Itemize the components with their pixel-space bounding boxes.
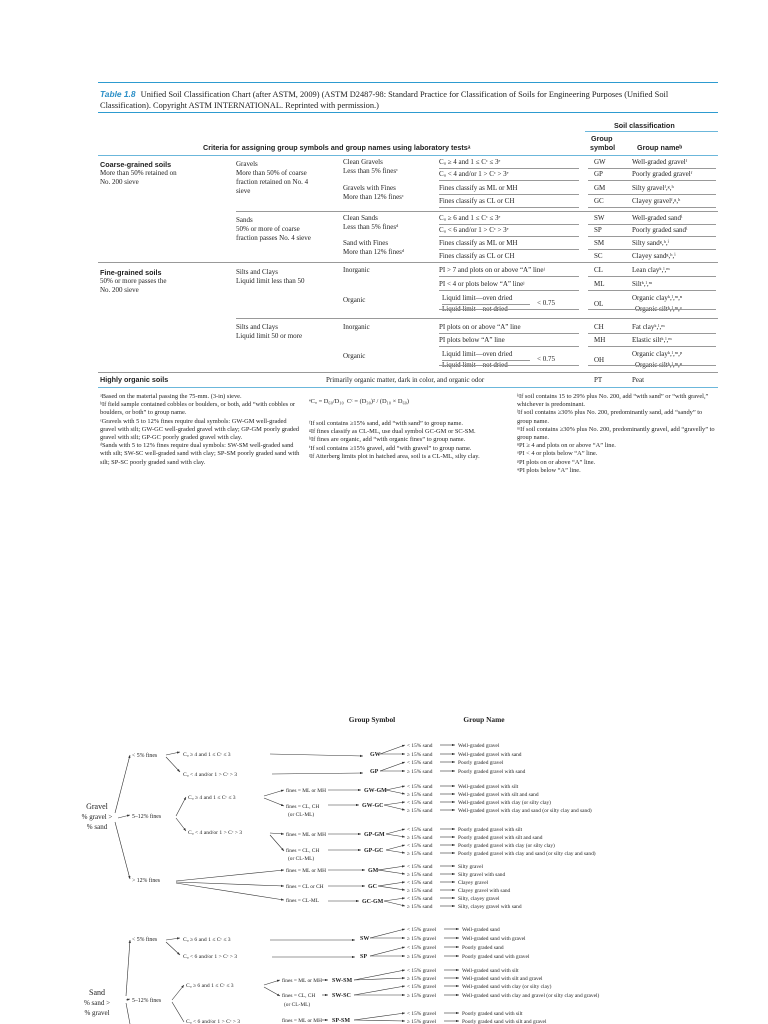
group-name: Silty, clayey gravel (458, 896, 500, 902)
group-name: Poorly graded gravel with silt (458, 827, 523, 833)
flow-connector (126, 999, 130, 1000)
header-group-2: symbol (590, 143, 616, 152)
group-symbol: GC (368, 884, 377, 890)
flow-connector (166, 938, 180, 940)
row-group-name-2: Organic siltᵏ,ˡ,ᵐ,ᵒ (635, 305, 682, 313)
header-group-1: Group (591, 134, 613, 143)
name-condition: ≥ 15% sand (407, 851, 433, 857)
row-group-name: Fat clayᵏ,ˡ,ᵐ (632, 323, 665, 331)
group-name: Well-graded sand with gravel (462, 936, 526, 942)
flow-connector (272, 773, 363, 774)
group-name: Poorly graded sand with silt and gravel (462, 1019, 547, 1024)
col-group-name: Group Name (463, 715, 505, 724)
fines-node: fines = CL-ML (286, 898, 319, 904)
row-test: Cᵤ ≥ 4 and 1 ≤ Cᶜ ≤ 3ᵉ (439, 158, 501, 166)
group-symbol: SW-SC (332, 993, 351, 999)
name-condition: < 15% sand (407, 896, 433, 902)
row-criteria: Inorganic (343, 266, 370, 274)
name-condition: ≥ 15% gravel (407, 936, 437, 942)
flow-connector (264, 790, 284, 796)
subgroup-desc: 50% or more of coarse (236, 225, 300, 233)
row-test: Cᵤ < 4 and/or 1 > Cᶜ > 3ᵉ (439, 170, 509, 178)
flow-connector (172, 1002, 184, 1022)
name-condition: < 15% sand (407, 864, 433, 870)
flow-connector (264, 980, 280, 985)
row-symbol: OH (594, 356, 605, 364)
name-condition: < 15% gravel (407, 984, 437, 990)
name-condition: < 15% gravel (407, 945, 437, 951)
name-condition: ≥ 15% gravel (407, 954, 437, 960)
row-group-name-2: Organic siltᵏ,ˡ,ᵐ,ᵠ (635, 361, 683, 369)
condition-node: Cᵤ < 6 and/or 1 > Cᶜ > 3 (186, 1019, 241, 1024)
flow-connector (386, 786, 405, 790)
row-symbol: GP (594, 170, 603, 178)
flow-connector (264, 987, 280, 996)
row-group-name: Lean clayᵏ,ˡ,ᵐ (632, 266, 670, 274)
fines-node: (or CL-ML) (284, 1002, 311, 1008)
group-name: Well-graded gravel with sand (458, 752, 522, 758)
fines-node: fines = CL or CH (286, 884, 324, 890)
category-desc: No. 200 sieve (100, 286, 139, 294)
row-test: PI plots below “A” line (439, 336, 505, 344)
name-condition: ≥ 15% gravel (407, 976, 437, 982)
row-criteria: Gravels with Fines (343, 184, 396, 192)
group-name: Well-graded sand with clay and gravel (or silty clay and gravel) (462, 993, 600, 999)
row-rule (588, 180, 716, 181)
row-group-name: Well-graded sandⁱ (632, 214, 683, 222)
name-condition: ≥ 15% sand (407, 792, 433, 798)
name-condition: < 15% sand (407, 827, 433, 833)
row-rule (439, 194, 579, 195)
flow-connector (386, 850, 405, 853)
name-condition: < 15% sand (407, 880, 433, 886)
row-symbol: SM (594, 239, 605, 247)
row-symbol: PT (594, 376, 603, 384)
row-test: Cᵤ ≥ 6 and 1 ≤ Cᶜ ≤ 3ᵉ (439, 214, 501, 222)
group-symbol: GW (370, 752, 381, 758)
fines-node: (or CL-ML) (288, 856, 315, 862)
category-desc: More than 50% retained on (100, 169, 177, 177)
row-rule (439, 168, 579, 169)
group-name: Well-graded gravel with clay and sand (or silty clay and sand) (458, 808, 592, 814)
row-criteria: Clean Gravels (343, 158, 383, 166)
row-rule (439, 309, 579, 310)
gravel-root-desc: % gravel > (81, 813, 113, 821)
flow-connector (270, 835, 284, 851)
row-criteria-2: Less than 5% finesᵈ (343, 223, 399, 231)
name-condition: ≥ 15% sand (407, 769, 433, 775)
group-name: Poorly graded sand (462, 945, 504, 951)
row-group-name: Clayey gravelᶠ,ᵍ,ʰ (632, 197, 681, 205)
group-name: Poorly graded gravel with sand (458, 769, 526, 775)
flow-connector (370, 947, 405, 956)
group-name: Well-graded gravel with silt (458, 784, 519, 790)
flow-connector (378, 886, 405, 890)
sand-root-title: Sand (89, 988, 105, 997)
name-condition: < 15% gravel (407, 1011, 437, 1017)
row-symbol: GC (594, 197, 604, 205)
fines-node: fines = ML or MH (282, 1018, 322, 1024)
group-name: Poorly graded gravel with clay and sand (or silty clay and sand) (458, 851, 596, 857)
flow-connector (172, 985, 184, 1000)
header-soil-classification: Soil classification (614, 121, 675, 130)
flow-connector (384, 898, 405, 901)
flow-connector (176, 818, 186, 831)
name-condition: < 15% sand (407, 743, 433, 749)
gravel-root-desc: % sand (86, 823, 108, 831)
category-desc: 50% or more passes the (100, 277, 167, 285)
row-test: Fines classify as CL or CH (439, 252, 515, 260)
row-criteria: Inorganic (343, 323, 370, 331)
group-symbol: GW-GC (362, 803, 384, 809)
section-rule (98, 262, 718, 263)
row-test: Liquid limit—oven dried (442, 294, 513, 302)
category-desc: No. 200 sieve (100, 178, 139, 186)
name-condition: ≥ 15% gravel (407, 993, 437, 999)
condition-node: Cᵤ ≥ 6 and 1 ≤ Cᶜ ≤ 3 (183, 937, 231, 943)
flow-connector (166, 752, 180, 755)
top-rule (98, 82, 718, 83)
row-criteria: Organic (343, 352, 366, 360)
row-symbol: GM (594, 184, 606, 192)
subgroup-desc: More than 50% of coarse (236, 169, 307, 177)
header-criteria: Criteria for assigning group symbols and group names using laboratory testsᵃ (203, 143, 471, 152)
group-name: Clayey gravel with sand (458, 888, 511, 894)
name-condition: < 15% sand (407, 800, 433, 806)
name-condition: < 15% sand (407, 843, 433, 849)
branch-label: 5–12% fines (132, 814, 162, 820)
row-rule (588, 168, 716, 169)
branch (115, 755, 130, 813)
row-rule (588, 249, 716, 250)
group-name: Poorly graded gravel (458, 760, 504, 766)
category-title: Fine-grained soils (100, 268, 162, 277)
row-symbol: CL (594, 266, 603, 274)
flow-connector (354, 1020, 405, 1021)
name-condition: ≥ 15% sand (407, 888, 433, 894)
group-symbol: SW-SM (332, 978, 353, 984)
group-name: Well-graded sand with clay (or silty clay) (462, 984, 552, 990)
row-group-name: Silty gravelᶠ,ᵍ,ʰ (632, 184, 674, 192)
group-name: Clayey gravel (458, 880, 489, 886)
group-symbol: GM (368, 868, 379, 874)
flow-connector (384, 805, 405, 810)
group-name: Silty gravel with sand (458, 872, 506, 878)
fines-node: fines = CL, CH (282, 993, 316, 999)
footnotes-col1: ᵃBased on the material passing the 75-mm. (3-in) sieve. ᵇIf field sample contained cobbles or boulders, or both, add “with cobbles or boulders, or both” to group name. ᶜGravels with 5 to 12% fines require dual symbols: GW-GM well-graded gravel with silt; GW-GC well-graded gravel with clay; GP-GM poorly graded gravel with silt; GP-GC poorly graded gravel with clay. ᵈSands with 5 to 12% fines require dual symbols: SW-SM well-graded sand with silt; SW-SC well-graded sand with clay; SP-SM poorly graded sand with silt; SP-SC poorly graded sand with clay. (100, 393, 300, 466)
row-test: PI < 4 or plots below “A” lineʲ (439, 280, 525, 288)
row-group-name: Peat (632, 376, 645, 384)
section-rule (98, 372, 718, 373)
branch-label: 5–12% fines (132, 998, 162, 1004)
flow-connector (378, 870, 405, 874)
name-condition: < 15% gravel (407, 927, 437, 933)
name-condition: < 15% sand (407, 760, 433, 766)
row-group-name: Organic clayᵏ,ˡ,ᵐ,ⁿ (632, 294, 683, 302)
condition-node: Cᵤ ≥ 4 and 1 ≤ Cᶜ ≤ 3 (183, 752, 231, 758)
category-title: Coarse-grained soils (100, 160, 172, 169)
flow-connector (378, 882, 405, 886)
row-ratio: < 0.75 (537, 299, 555, 307)
row-group-name: Organic clayᵏ,ˡ,ᵐ,ᵖ (632, 350, 683, 358)
row-symbol: OL (594, 300, 604, 308)
flow-connector (270, 754, 363, 756)
subgroup-desc: Silts and Clays (236, 268, 279, 276)
row-criteria: Sand with Fines (343, 239, 389, 247)
branch (115, 822, 130, 879)
flow-connector (166, 942, 180, 955)
row-symbol: MH (594, 336, 606, 344)
flow-connector (354, 1013, 405, 1020)
group-symbol: GP (370, 769, 379, 775)
fines-node: (or CL-ML) (288, 812, 315, 818)
group-name: Poorly graded sand with gravel (462, 954, 530, 960)
subgroup-desc: Silts and Clays (236, 323, 279, 331)
row-symbol: GW (594, 158, 606, 166)
subgroup-desc: fraction retained on No. 4 (236, 178, 309, 186)
row-symbol: SP (594, 226, 602, 234)
row-rule (439, 346, 579, 347)
flow-connector (386, 829, 405, 834)
row-rule (439, 207, 579, 208)
name-condition: < 15% gravel (407, 968, 437, 974)
row-symbol: SC (594, 252, 603, 260)
row-rule (439, 333, 579, 334)
flow-connector (176, 797, 186, 816)
group-name: Silty gravel (458, 864, 484, 870)
name-condition: ≥ 15% sand (407, 872, 433, 878)
row-test-2: Liquid limit—not dried (442, 305, 508, 313)
row-criteria-2: More than 12% finesᶜ (343, 193, 404, 201)
row-rule (588, 236, 716, 237)
fines-node: fines = ML or MH (286, 788, 326, 794)
header-group-name: Group nameᵇ (637, 143, 683, 152)
fines-node: fines = ML or MH (282, 978, 322, 984)
name-condition: ≥ 15% sand (407, 752, 433, 758)
row-group-name: Elastic siltᵏ,ˡ,ᵐ (632, 336, 672, 344)
group-name: Well-graded sand with silt (462, 968, 519, 974)
subgroup-desc: Gravels (236, 160, 258, 168)
footnotes-col2: ᶠIf soil contains ≥15% sand, add “with sand” to group name. ᵍIf fines classify as CL-ML, use dual symbol GC-GM or SC-SM. ʰIf fines are organic, add “with organic fines” to group name. ⁱIf soil contains ≥15% gravel, add “with gravel” to group name. ʲIf Atterberg limits plot in hatched area, soil is a CL-ML, silty clay. (309, 420, 480, 460)
subgroup-desc: Sands (236, 216, 253, 224)
row-rule (588, 346, 716, 347)
flow-connector (386, 834, 405, 837)
row-rule (588, 333, 716, 334)
row-group-name: Well-graded gravelᶠ (632, 158, 688, 166)
group-symbol: GP-GM (364, 832, 385, 838)
flow-connector (370, 929, 405, 938)
row-test-2: Liquid limit—not dried (442, 361, 508, 369)
row-rule (588, 290, 716, 291)
flow-connector (384, 901, 405, 906)
sand-root-desc: % gravel (84, 1009, 110, 1017)
group-symbol: SP (360, 954, 368, 960)
caption-rule (98, 112, 718, 113)
fines-node: fines = ML or MH (286, 868, 326, 874)
row-rule (439, 365, 579, 366)
table-caption (100, 89, 720, 111)
row-criteria: Primarily organic matter, dark in color, and organic odor (326, 376, 485, 384)
row-symbol: ML (594, 280, 605, 288)
row-group-name: Siltᵏ,ˡ,ᵐ (632, 280, 653, 288)
row-rule (439, 224, 579, 225)
table-bottom-rule (98, 387, 718, 388)
subgroup-desc: Liquid limit less than 50 (236, 277, 305, 285)
condition-node: Cᵤ ≥ 6 and 1 ≤ Cᶜ ≤ 3 (186, 983, 234, 989)
header-subrule (585, 131, 718, 132)
table-number: Table 1.8 (100, 89, 136, 99)
row-rule (439, 180, 579, 181)
row-criteria: Clean Sands (343, 214, 378, 222)
row-test: Fines classify as CL or CH (439, 197, 515, 205)
flow-connector (380, 762, 405, 771)
group-symbol: GW-GM (364, 788, 387, 794)
name-condition: < 15% sand (407, 784, 433, 790)
row-symbol: SW (594, 214, 605, 222)
row-test: PI > 7 and plots on or above “A” lineʲ (439, 266, 545, 274)
row-rule (588, 309, 716, 310)
group-symbol: GP-GC (364, 848, 384, 854)
branch (118, 815, 130, 818)
group-name: Poorly graded gravel with clay (or silty clay) (458, 843, 555, 849)
table-caption-text: Unified Soil Classification Chart (after ASTM, 2009) (ASTM D2487-98: Standard Practice for Classification of Soils for Engineering Purposes (Unified Soil Classification). Copyright ASTM INTERNATIONAL. Reprinted with permission.) (100, 90, 669, 110)
name-condition: ≥ 15% sand (407, 808, 433, 814)
branch-label: < 5% fines (132, 753, 158, 759)
section-rule (236, 318, 718, 319)
footnotes-col3: ᵏIf soil contains 15 to 29% plus No. 200, add “with sand” or “with gravel,” whichever is predominant. ˡIf soil contains ≥30% plus No. 200, predominantly sand, add “sandy” to group name. ᵐIf soil contains ≥30% plus No. 200, predominantly gravel, add “gravelly” to group name. ⁿPI ≥ 4 and plots on or above “A” line. ᵒPI < 4 or plots below “A” line. ᵖPI plots on or above “A” line. ᵠPI plots below “A” line. (517, 393, 715, 474)
fines-node: fines = ML or MH (286, 832, 326, 838)
branch-label: < 5% fines (132, 937, 158, 943)
group-symbol: GC-GM (362, 899, 384, 905)
row-group-name: Poorly graded gravelᶠ (632, 170, 693, 178)
name-condition: ≥ 15% sand (407, 904, 433, 910)
condition-node: Cᵤ ≥ 4 and 1 ≤ Cᶜ ≤ 3 (188, 795, 236, 801)
row-criteria-2: Less than 5% finesᶜ (343, 167, 398, 175)
subgroup-desc: fraction passes No. 4 sieve (236, 234, 311, 242)
subgroup-desc: Liquid limit 50 or more (236, 332, 303, 340)
col-group-symbol: Group Symbol (348, 715, 396, 724)
row-rule (439, 290, 579, 291)
formula-cc: Cᶜ = (D₃₀)² / (D₁₀ × D₆₀) (346, 398, 410, 405)
row-test: PI plots on or above “A” line (439, 323, 521, 331)
row-test: Cᵤ < 6 and/or 1 > Cᶜ > 3ᵉ (439, 226, 509, 234)
row-test: Liquid limit—oven dried (442, 350, 513, 358)
flow-connector (386, 790, 405, 794)
row-rule (588, 365, 716, 366)
flow-connector (378, 866, 405, 870)
group-name: Poorly graded gravel with silt and sand (458, 835, 543, 841)
group-symbol: SP-SM (332, 1018, 350, 1024)
row-group-name: Clayey sandᵍ,ʰ,ⁱ (632, 252, 676, 260)
flow-connector (126, 1003, 130, 1024)
flow-connector (264, 798, 284, 806)
flow-connector (270, 833, 284, 834)
row-criteria-2: More than 12% finesᵈ (343, 248, 405, 256)
sand-root-desc: % sand > (83, 999, 111, 1007)
condition-node: Cᵤ < 4 and/or 1 > Cᶜ > 3 (183, 772, 238, 778)
category-title: Highly organic soils (100, 375, 169, 384)
row-rule (439, 276, 579, 277)
group-name: Well-graded gravel (458, 743, 500, 749)
row-group-name: Poorly graded sandⁱ (632, 226, 688, 234)
group-name: Well-graded sand (462, 927, 500, 933)
row-ratio: < 0.75 (537, 355, 555, 363)
flow-connector (384, 802, 405, 805)
flow-connector (126, 940, 130, 996)
row-group-name: Silty sandᵍ,ʰ,ⁱ (632, 239, 670, 247)
gravel-root-title: Gravel (86, 802, 108, 811)
row-rule (439, 249, 579, 250)
row-rule (588, 224, 716, 225)
group-symbol: SW (360, 936, 370, 942)
flow-connector (386, 845, 405, 850)
condition-node: Cᵤ < 4 and/or 1 > Cᶜ > 3 (188, 830, 243, 836)
header-bottom-rule (98, 155, 718, 156)
group-name: Well-graded sand with silt and gravel (462, 976, 543, 982)
fines-node: fines = CL, CH (286, 804, 320, 810)
group-name: Well-graded gravel with clay (or silty clay) (458, 800, 551, 806)
group-name: Silty, clayey gravel with sand (458, 904, 522, 910)
row-rule (588, 276, 716, 277)
row-rule (588, 207, 716, 208)
flow-connector (166, 757, 180, 772)
row-symbol: CH (594, 323, 604, 331)
name-condition: ≥ 15% gravel (407, 1019, 437, 1024)
gravel-sand-flowchart (0, 700, 768, 1024)
flow-connector (354, 986, 405, 995)
row-test: Fines classify as ML or MH (439, 184, 518, 192)
fines-node: fines = CL, CH (286, 848, 320, 854)
row-test: Fines classify as ML or MH (439, 239, 518, 247)
row-rule (439, 236, 579, 237)
subgroup-desc: sieve (236, 187, 251, 195)
flow-connector (176, 870, 284, 881)
section-rule (236, 211, 718, 212)
footnote-formula-a (309, 398, 509, 406)
group-name: Poorly graded sand with silt (462, 1011, 523, 1017)
name-condition: ≥ 15% sand (407, 835, 433, 841)
row-rule (588, 194, 716, 195)
formula-cu: ᵉCᵤ = D₆₀/D₁₀ (309, 398, 344, 405)
branch-label: > 12% fines (132, 878, 161, 884)
condition-node: Cᵤ < 6 and/or 1 > Cᶜ > 3 (183, 954, 238, 960)
row-criteria: Organic (343, 296, 366, 304)
flow-connector (380, 745, 405, 754)
group-name: Well-graded gravel with silt and sand (458, 792, 539, 798)
